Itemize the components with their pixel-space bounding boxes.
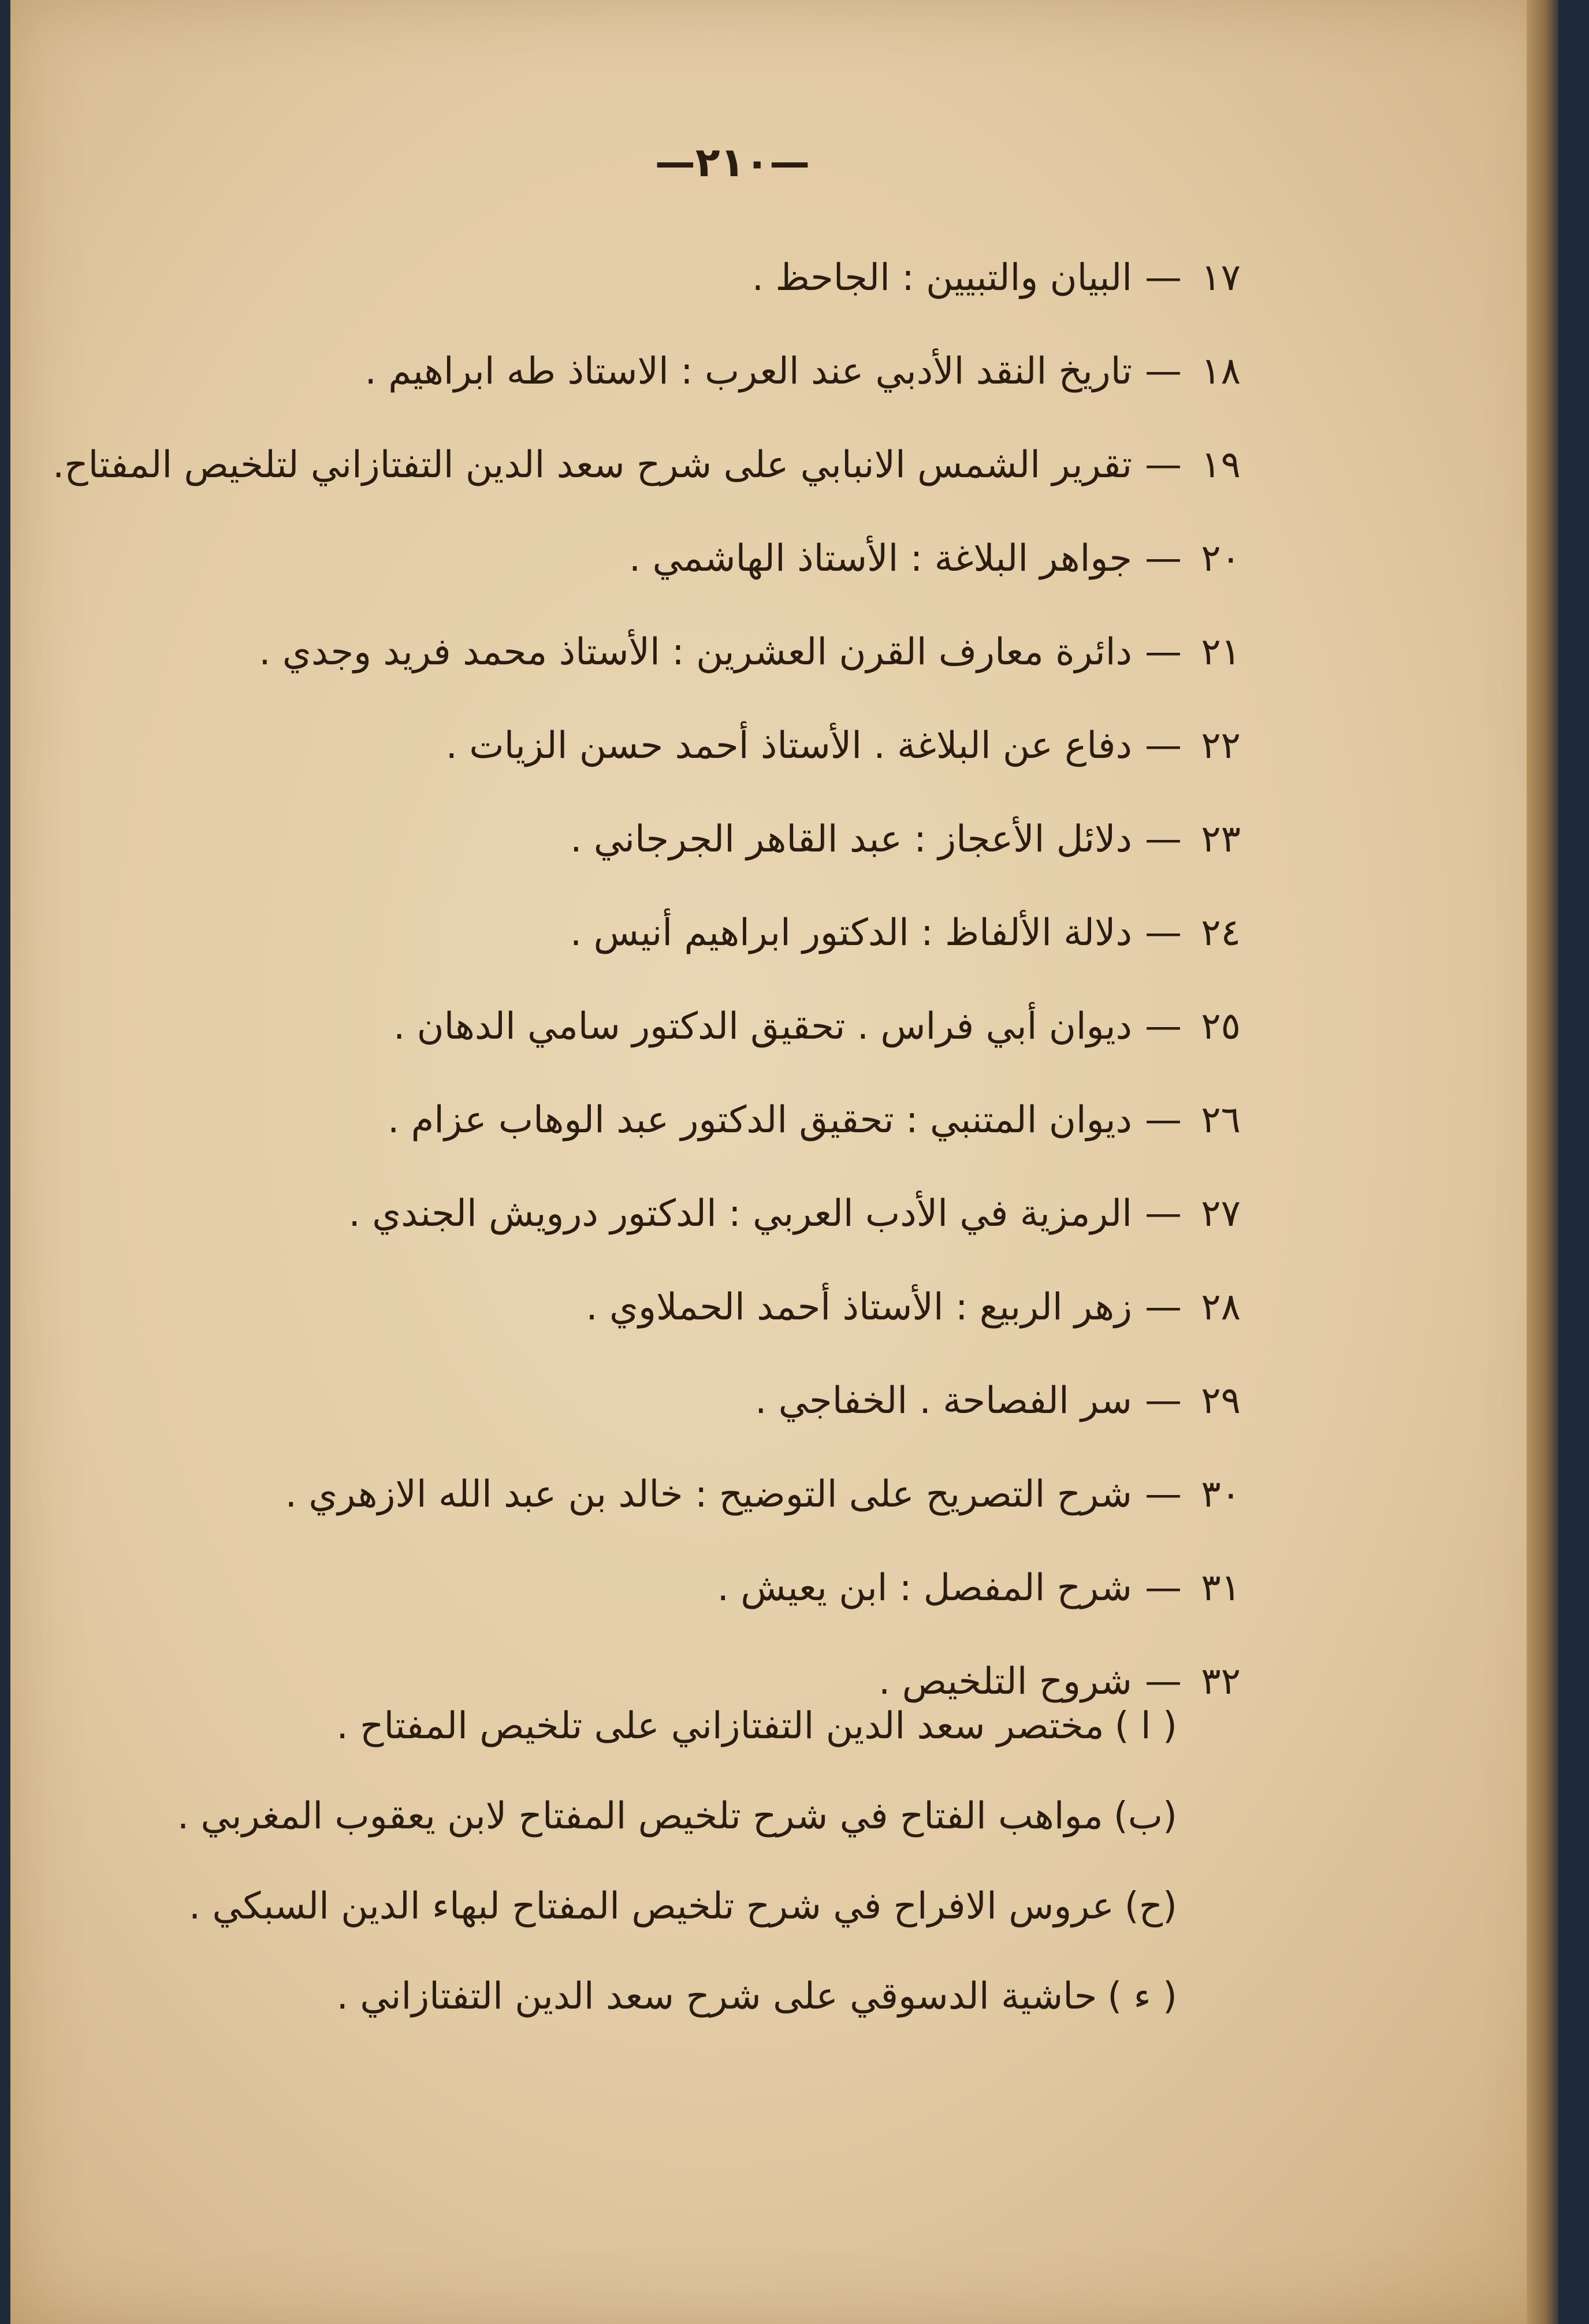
entry-text: ديوان المتنبي : تحقيق الدكتور عبد الوهاب عزام . — [387, 1099, 1132, 1141]
entry-dash: — — [1145, 1473, 1182, 1516]
sub-entry-text: مواهب الفتاح في شرح تلخيص المفتاح لابن يعقوب المغربي . — [177, 1795, 1103, 1838]
entry-number: ٢٢ — [1201, 724, 1241, 767]
entry-number: ٢٤ — [1201, 912, 1241, 954]
bibliography-entry — [143, 1354, 1241, 1448]
entry-number: ٢٥ — [1201, 1005, 1241, 1048]
sub-entry-mark: ( ا ) — [1114, 1705, 1177, 1747]
sub-entry — [80, 1681, 1177, 1771]
entry-number: ٢٦ — [1201, 1099, 1241, 1141]
entry-text: سر الفصاحة . الخفاجي . — [755, 1379, 1132, 1422]
sub-entry — [80, 1861, 1177, 1951]
bibliography-entry — [143, 1541, 1241, 1635]
entry-dash: — — [1145, 537, 1182, 580]
entry-number: ٣٠ — [1201, 1473, 1241, 1516]
entry-dash: — — [1145, 818, 1182, 861]
entry-dash: — — [1145, 1567, 1182, 1609]
entry-text: دلالة الألفاظ : الدكتور ابراهيم أنيس . — [570, 912, 1132, 954]
entry-dash: — — [1145, 1379, 1182, 1422]
entry-dash: — — [1145, 1660, 1182, 1703]
entry-dash: — — [1145, 1005, 1182, 1048]
entry-text: دائرة معارف القرن العشرين : الأستاذ محمد فريد وجدي . — [259, 631, 1132, 674]
entry-number: ٣١ — [1201, 1567, 1241, 1609]
entry-number: ٢٧ — [1201, 1192, 1241, 1235]
entry-dash: — — [1145, 724, 1182, 767]
entry-number: ١٧ — [1201, 256, 1241, 299]
entry-dash: — — [1145, 631, 1182, 674]
entry-text: تقرير الشمس الانبابي على شرح سعد الدين التفتازاني لتلخيص المفتاح. — [53, 444, 1132, 486]
entry-text: زهر الربيع : الأستاذ أحمد الحملاوي . — [586, 1286, 1132, 1329]
sub-entry-mark: ( ء ) — [1107, 1975, 1177, 2018]
bibliography-entry — [143, 793, 1241, 886]
bibliography-entry — [143, 886, 1241, 980]
bibliography-entry — [143, 980, 1241, 1073]
page-number: —٢١٠— — [654, 139, 810, 186]
entry-number: ٣٢ — [1201, 1660, 1241, 1703]
entry-number: ١٩ — [1201, 444, 1241, 486]
sub-entry-text: حاشية الدسوقي على شرح سعد الدين التفتازاني . — [336, 1975, 1097, 2018]
entry-text: الرمزية في الأدب العربي : الدكتور درويش الجندي . — [348, 1192, 1132, 1235]
entry-number: ٢٠ — [1201, 537, 1241, 580]
book-page — [10, 0, 1558, 2324]
sub-entry-text: مختصر سعد الدين التفتازاني على تلخيص المفتاح . — [336, 1705, 1104, 1747]
commentary-sublist — [80, 1681, 1177, 2042]
entry-text: تاريخ النقد الأدبي عند العرب : الاستاذ طه ابراهيم . — [364, 350, 1132, 393]
sub-entry-text: عروس الافراح في شرح تلخيص المفتاح لبهاء الدين السبكي . — [188, 1885, 1114, 1928]
book-spine — [1527, 0, 1558, 2324]
entry-number: ٢١ — [1201, 631, 1241, 674]
bibliography-entry — [143, 325, 1241, 418]
bibliography-entry — [143, 699, 1241, 793]
entry-text: دلائل الأعجاز : عبد القاهر الجرجاني . — [570, 818, 1132, 861]
bibliography-entry — [143, 512, 1241, 605]
entry-text: شروح التلخيص . — [879, 1660, 1132, 1703]
entry-text: دفاع عن البلاغة . الأستاذ أحمد حسن الزيات . — [445, 724, 1132, 767]
entry-dash: — — [1145, 1192, 1182, 1235]
bibliography-entry — [143, 1073, 1241, 1167]
bibliography-list — [53, 231, 1241, 1728]
bibliography-entry — [53, 418, 1241, 512]
bibliography-entry — [143, 1448, 1241, 1541]
entry-text: البيان والتبيين : الجاحظ . — [751, 256, 1132, 299]
bibliography-entry — [143, 231, 1241, 325]
entry-number: ٢٣ — [1201, 818, 1241, 861]
sub-entry-mark: (ح) — [1124, 1885, 1177, 1928]
entry-dash: — — [1145, 1286, 1182, 1329]
entry-dash: — — [1145, 350, 1182, 393]
entry-text: شرح المفصل : ابن يعيش . — [717, 1567, 1132, 1609]
sub-entry — [80, 1951, 1177, 2042]
bibliography-entry — [143, 1167, 1241, 1260]
bibliography-entry — [143, 605, 1241, 699]
entry-text: جواهر البلاغة : الأستاذ الهاشمي . — [628, 537, 1132, 580]
sub-entry-mark: (ب) — [1113, 1795, 1177, 1838]
entry-number: ١٨ — [1201, 350, 1241, 393]
entry-number: ٢٩ — [1201, 1379, 1241, 1422]
entry-dash: — — [1145, 444, 1182, 486]
bibliography-entry — [143, 1260, 1241, 1354]
sub-entry — [80, 1771, 1177, 1861]
entry-text: ديوان أبي فراس . تحقيق الدكتور سامي الدهان . — [393, 1005, 1132, 1048]
entry-text: شرح التصريح على التوضيح : خالد بن عبد الله الازهري . — [285, 1473, 1132, 1516]
entry-number: ٢٨ — [1201, 1286, 1241, 1329]
entry-dash: — — [1145, 256, 1182, 299]
entry-dash: — — [1145, 912, 1182, 954]
entry-dash: — — [1145, 1099, 1182, 1141]
